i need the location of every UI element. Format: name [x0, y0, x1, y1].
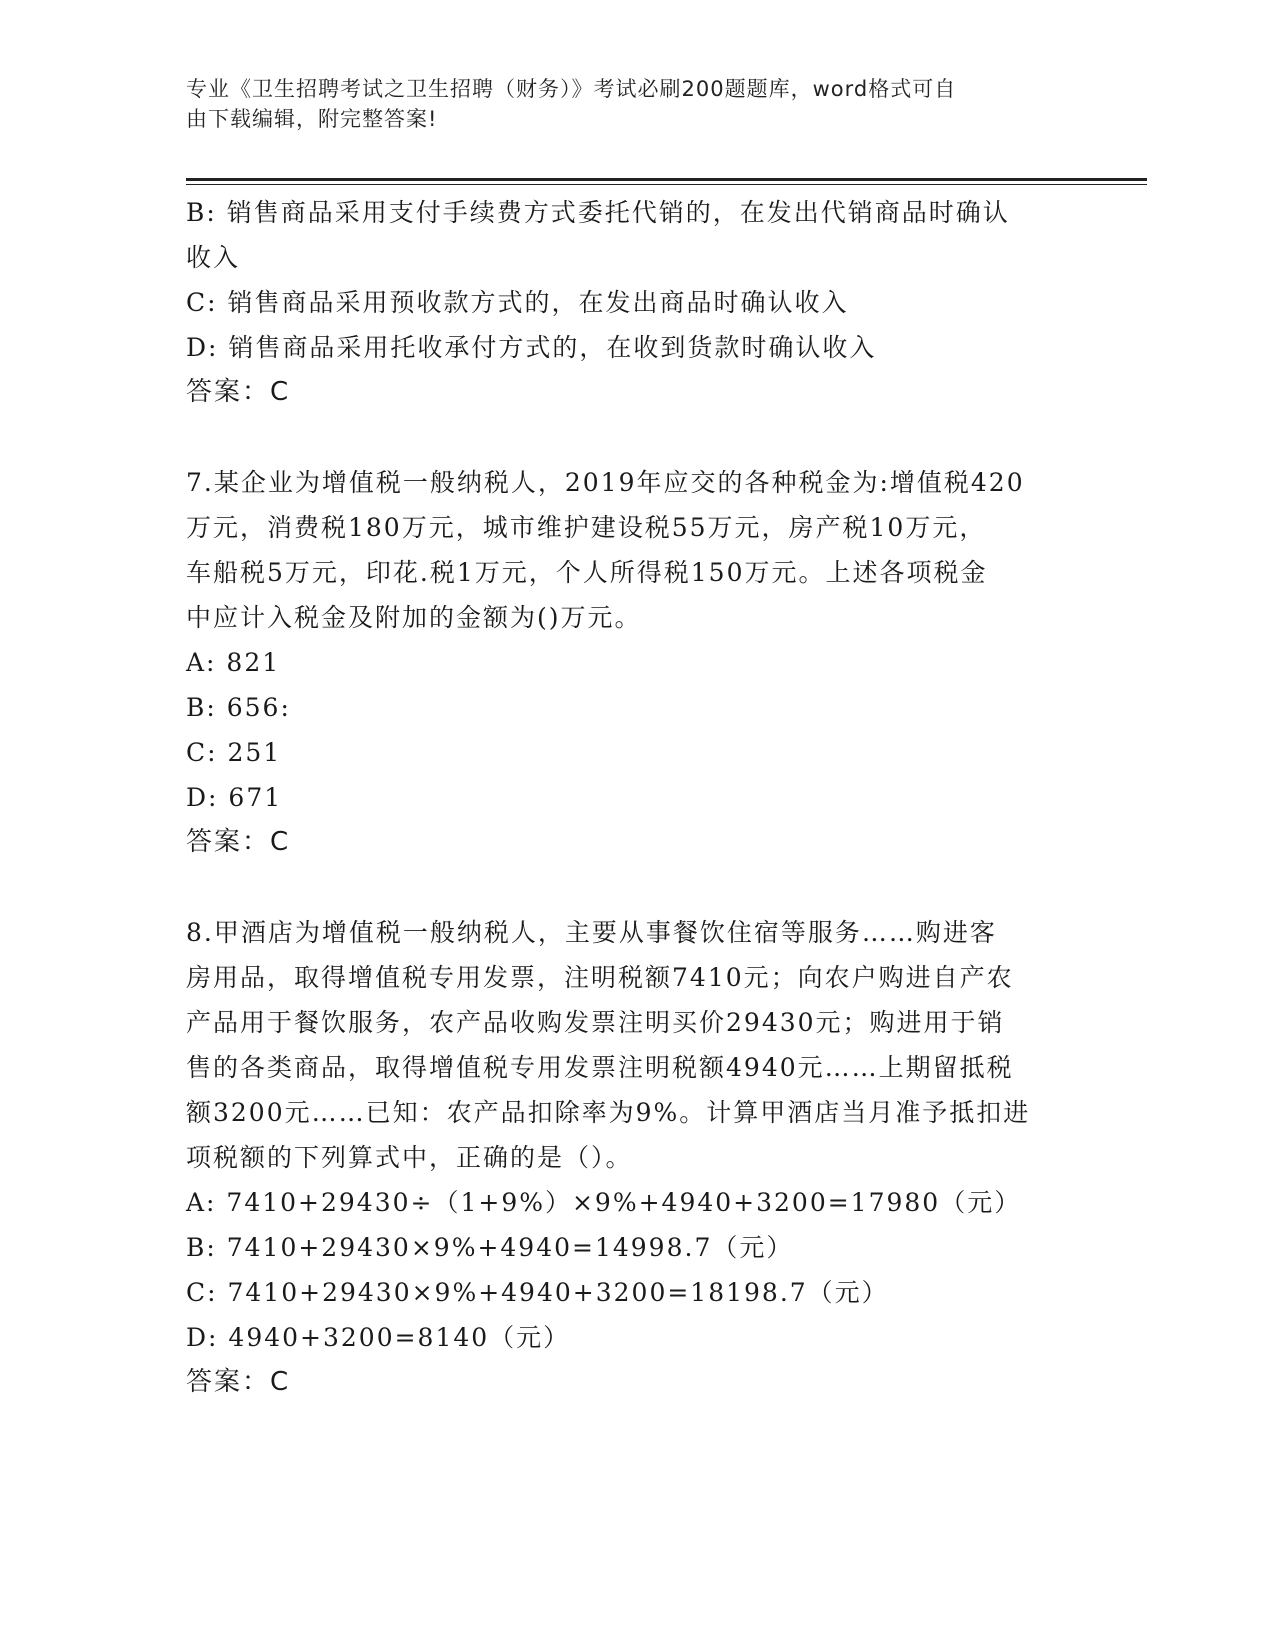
option-a: A: 7410+29430÷（1+9%）×9%+4940+3200=17980（元）: [186, 1188, 1022, 1217]
header-rule-thin: [186, 184, 1147, 185]
question-stem-line: 8.甲酒店为增值税一般纳税人，主要从事餐饮住宿等服务……购进客: [186, 918, 997, 947]
header-rule-thick: [186, 178, 1147, 181]
question-stem-line: 项税额的下列算式中，正确的是（）。: [186, 1143, 633, 1172]
option-b: B: 7410+29430×9%+4940=14998.7（元）: [186, 1233, 794, 1262]
document-header: [186, 74, 1066, 134]
question-8: [186, 910, 1086, 1405]
question-stem-line: 房用品，取得增值税专用发票，注明税额7410元；向农户购进自产农: [186, 963, 1014, 992]
option-d: D: 销售商品采用托收承付方式的，在收到货款时确认收入: [186, 333, 877, 362]
answer: 答案：C: [186, 377, 291, 407]
header-line-2: 由下载编辑，附完整答案!: [186, 107, 438, 131]
option-d: D: 4940+3200=8140（元）: [186, 1323, 571, 1352]
question-stem-line: 中应计入税金及附加的金额为()万元。: [186, 603, 642, 632]
question-stem-line: 车船税5万元，印花.税1万元，个人所得税150万元。上述各项税金: [186, 558, 988, 587]
question-stem-line: 7.某企业为增值税一般纳税人，2019年应交的各种税金为:增值税420: [186, 468, 1025, 497]
question-stem-line: 售的各类商品，取得增值税专用发票注明税额4940元……上期留抵税: [186, 1053, 1014, 1082]
document-body: [186, 190, 1086, 1405]
question-stem-line: 产品用于餐饮服务，农产品收购发票注明买价29430元；购进用于销: [186, 1008, 1005, 1037]
question-6: [186, 190, 1086, 415]
option-d: D: 671: [186, 783, 283, 812]
option-b: B: 销售商品采用支付手续费方式委托代销的，在发出代销商品时确认: [186, 198, 1010, 227]
question-stem-line: 额3200元……已知：农产品扣除率为9%。计算甲酒店当月准予抵扣进: [186, 1098, 1031, 1127]
option-c: C: 251: [186, 738, 282, 767]
answer: 答案：C: [186, 827, 291, 857]
spacer: [186, 865, 1086, 910]
option-c: C: 7410+29430×9%+4940+3200=18198.7（元）: [186, 1278, 889, 1307]
question-stem-line: 万元，消费税180万元，城市维护建设税55万元，房产税10万元，: [186, 513, 987, 542]
option-b-continued: 收入: [186, 243, 241, 272]
answer: 答案：C: [186, 1367, 291, 1397]
header-line-1: 专业《卫生招聘考试之卫生招聘（财务）》考试必刷200题题库，word格式可自: [186, 77, 957, 101]
spacer: [186, 415, 1086, 460]
option-b: B: 656:: [186, 693, 291, 722]
question-7: [186, 460, 1086, 865]
option-a: A: 821: [186, 648, 281, 677]
option-c: C: 销售商品采用预收款方式的，在发出商品时确认收入: [186, 288, 849, 317]
